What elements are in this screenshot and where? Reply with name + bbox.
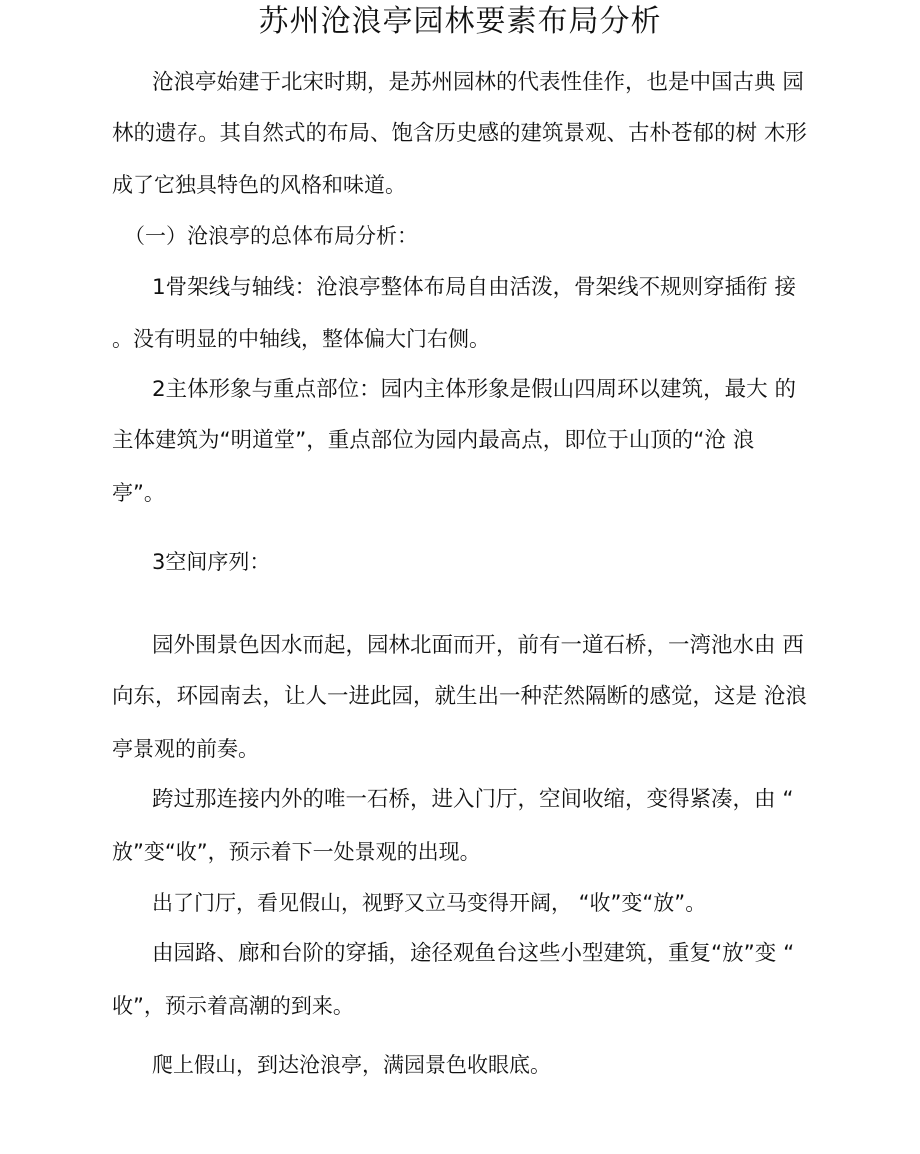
text-line: 放”变“收”，预示着下一处景观的出现。 (112, 840, 481, 864)
text-line: 园外围景色因水而起，园林北面而开，前有一道石桥，一湾池水由 西 (152, 633, 804, 658)
text-line: 出了门厅，看见假山，视野又立马变得开阔， “收”变“放”。 (152, 891, 707, 915)
page-title: 苏州沧浪亭园林要素布局分析 (258, 4, 662, 39)
text-line: 2主体形象与重点部位：园内主体形象是假山四周环以建筑，最大 的 (152, 377, 797, 402)
text-line: 亭”。 (112, 481, 165, 505)
section-heading: （一）沧浪亭的总体布局分析： (124, 224, 418, 248)
text-line: 由园路、廊和台阶的穿插，途径观鱼台这些小型建筑，重复“放”变 “ (152, 941, 795, 966)
text-line: 亭景观的前奏。 (112, 737, 259, 761)
text-line: 沧浪亭始建于北宋时期，是苏州园林的代表性佳作，也是中国古典 园 (152, 70, 804, 95)
text-line: 林的遗存。其自然式的布局、饱含历史感的建筑景观、古朴苍郁的树 木形 (112, 121, 807, 146)
text-line: 成了它独具特色的风格和味道。 (112, 173, 406, 197)
text-line: 主体建筑为“明道堂”，重点部位为园内最高点，即位于山顶的“沧 浪 (112, 428, 755, 453)
text-line: 向东，环园南去，让人一进此园，就生出一种茫然隔断的感觉，这是 沧浪 (112, 684, 807, 709)
text-line: 收”，预示着高潮的到来。 (112, 994, 354, 1018)
text-line: 3空间序列： (152, 550, 271, 574)
text-line: 跨过那连接内外的唯一石桥，进入门厅，空间收缩，变得紧凑，由 “ (152, 787, 794, 812)
text-line: 1骨架线与轴线：沧浪亭整体布局自由活泼，骨架线不规则穿插衔 接 (152, 275, 797, 300)
text-line: 爬上假山，到达沧浪亭，满园景色收眼底。 (152, 1053, 551, 1077)
text-line: 。没有明显的中轴线，整体偏大门右侧。 (112, 327, 490, 351)
